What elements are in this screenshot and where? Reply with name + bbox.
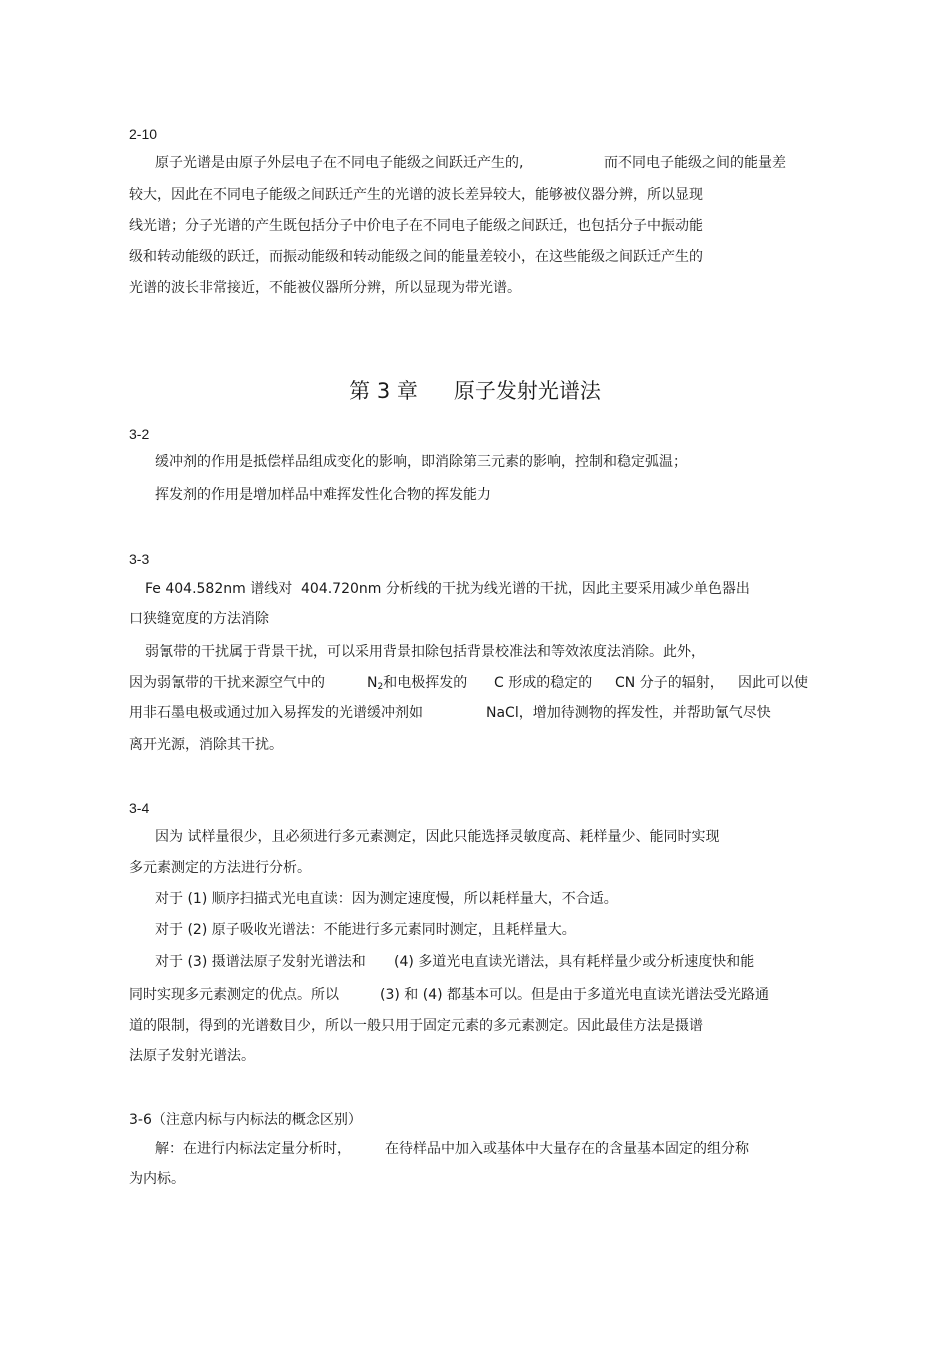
paragraph-line: 较大，因此在不同电子能级之间跃迁产生的光谱的波长差异较大，能够被仪器分辨，所以显现 <box>129 187 703 203</box>
paragraph-line: 道的限制，得到的光谱数目少，所以一般只用于固定元素的多元素测定。因此最佳方法是摄谱 <box>129 1018 703 1034</box>
chapter-title <box>0 377 950 405</box>
paragraph-line: 级和转动能级的跃迁，而振动能级和转动能级之间的能量差较小，在这些能级之间跃迁产生的 <box>129 249 703 265</box>
paragraph-line: 因为弱氰带的干扰来源空气中的 <box>129 675 325 691</box>
paragraph-line: 为内标。 <box>129 1171 185 1187</box>
paragraph-line: 因此可以使 <box>738 675 808 691</box>
paragraph-line: 口狭缝宽度的方法消除 <box>129 611 269 627</box>
paragraph-line: 线光谱；分子光谱的产生既包括分子中价电子在不同电子能级之间跃迁，也包括分子中振动能 <box>129 218 703 234</box>
paragraph-line: 对于 (1) 顺序扫描式光电直读：因为测定速度慢，所以耗样量大，不合适。 <box>155 891 618 907</box>
paragraph-line: 挥发剂的作用是增加样品中难挥发性化合物的挥发能力 <box>155 487 491 503</box>
section-heading-3-4: 3-4 <box>129 800 150 816</box>
paragraph-line: 对于 (3) 摄谱法原子发射光谱法和 <box>155 954 366 970</box>
paragraph-line: 多元素测定的方法进行分析。 <box>129 860 311 876</box>
chapter-name: 原子发射光谱法 <box>453 379 601 403</box>
paragraph-line: NaCl，增加待测物的挥发性，并帮助氰气尽快 <box>486 705 771 721</box>
subscript: 2 <box>377 682 384 692</box>
paragraph-line: 原子光谱是由原子外层电子在不同电子能级之间跃迁产生的, <box>155 155 524 171</box>
paragraph-line: 光谱的波长非常接近，不能被仪器所分辨，所以显现为带光谱。 <box>129 280 521 296</box>
paragraph-line <box>367 674 467 696</box>
paragraph-line: 404.720nm 分析线的干扰为线光谱的干扰，因此主要采用减少单色器出 <box>301 581 750 597</box>
paragraph-line: 同时实现多元素测定的优点。所以 <box>129 987 339 1003</box>
section-heading-3-6: 3-6（注意内标与内标法的概念区别） <box>129 1112 362 1128</box>
paragraph-line: (4) 多道光电直读光谱法，具有耗样量少或分析速度快和能 <box>394 954 755 970</box>
paragraph-line: Fe 404.582nm 谱线对 <box>145 581 293 597</box>
section-heading-3-2: 3-2 <box>129 426 150 442</box>
paragraph-line: C 形成的稳定的 <box>494 675 593 691</box>
paragraph-line: 法原子发射光谱法。 <box>129 1048 255 1064</box>
paragraph-line: 因为 试样量很少，且必须进行多元素测定，因此只能选择灵敏度高、耗样量少、能同时实现 <box>155 829 720 845</box>
nitrogen-symbol: N <box>367 675 378 691</box>
paragraph-fragment: 和电极挥发的 <box>383 675 468 691</box>
paragraph-line: (3) 和 (4) 都基本可以。但是由于多道光电直读光谱法受光路通 <box>380 987 770 1003</box>
paragraph-line: 对于 (2) 原子吸收光谱法：不能进行多元素同时测定，且耗样量大。 <box>155 922 576 938</box>
paragraph-line: 在待样品中加入或基体中大量存在的含量基本固定的组分称 <box>385 1141 749 1157</box>
paragraph-line: 离开光源，消除其干扰。 <box>129 737 283 753</box>
paragraph-line: CN 分子的辐射， <box>615 675 724 691</box>
paragraph-line: 解：在进行内标法定量分析时， <box>155 1141 351 1157</box>
section-heading-3-3: 3-3 <box>129 551 150 567</box>
paragraph-line: 用非石墨电极或通过加入易挥发的光谱缓冲剂如 <box>129 705 423 721</box>
chapter-number: 第 3 章 <box>349 379 418 403</box>
paragraph-line: 弱氰带的干扰属于背景干扰，可以采用背景扣除包括背景校准法和等效浓度法消除。此外， <box>145 644 705 660</box>
paragraph-line: 而不同电子能级之间的能量差 <box>604 155 786 171</box>
paragraph-line: 缓冲剂的作用是抵偿样品组成变化的影响，即消除第三元素的影响，控制和稳定弧温； <box>155 454 687 470</box>
section-heading-2-10: 2-10 <box>129 126 158 142</box>
